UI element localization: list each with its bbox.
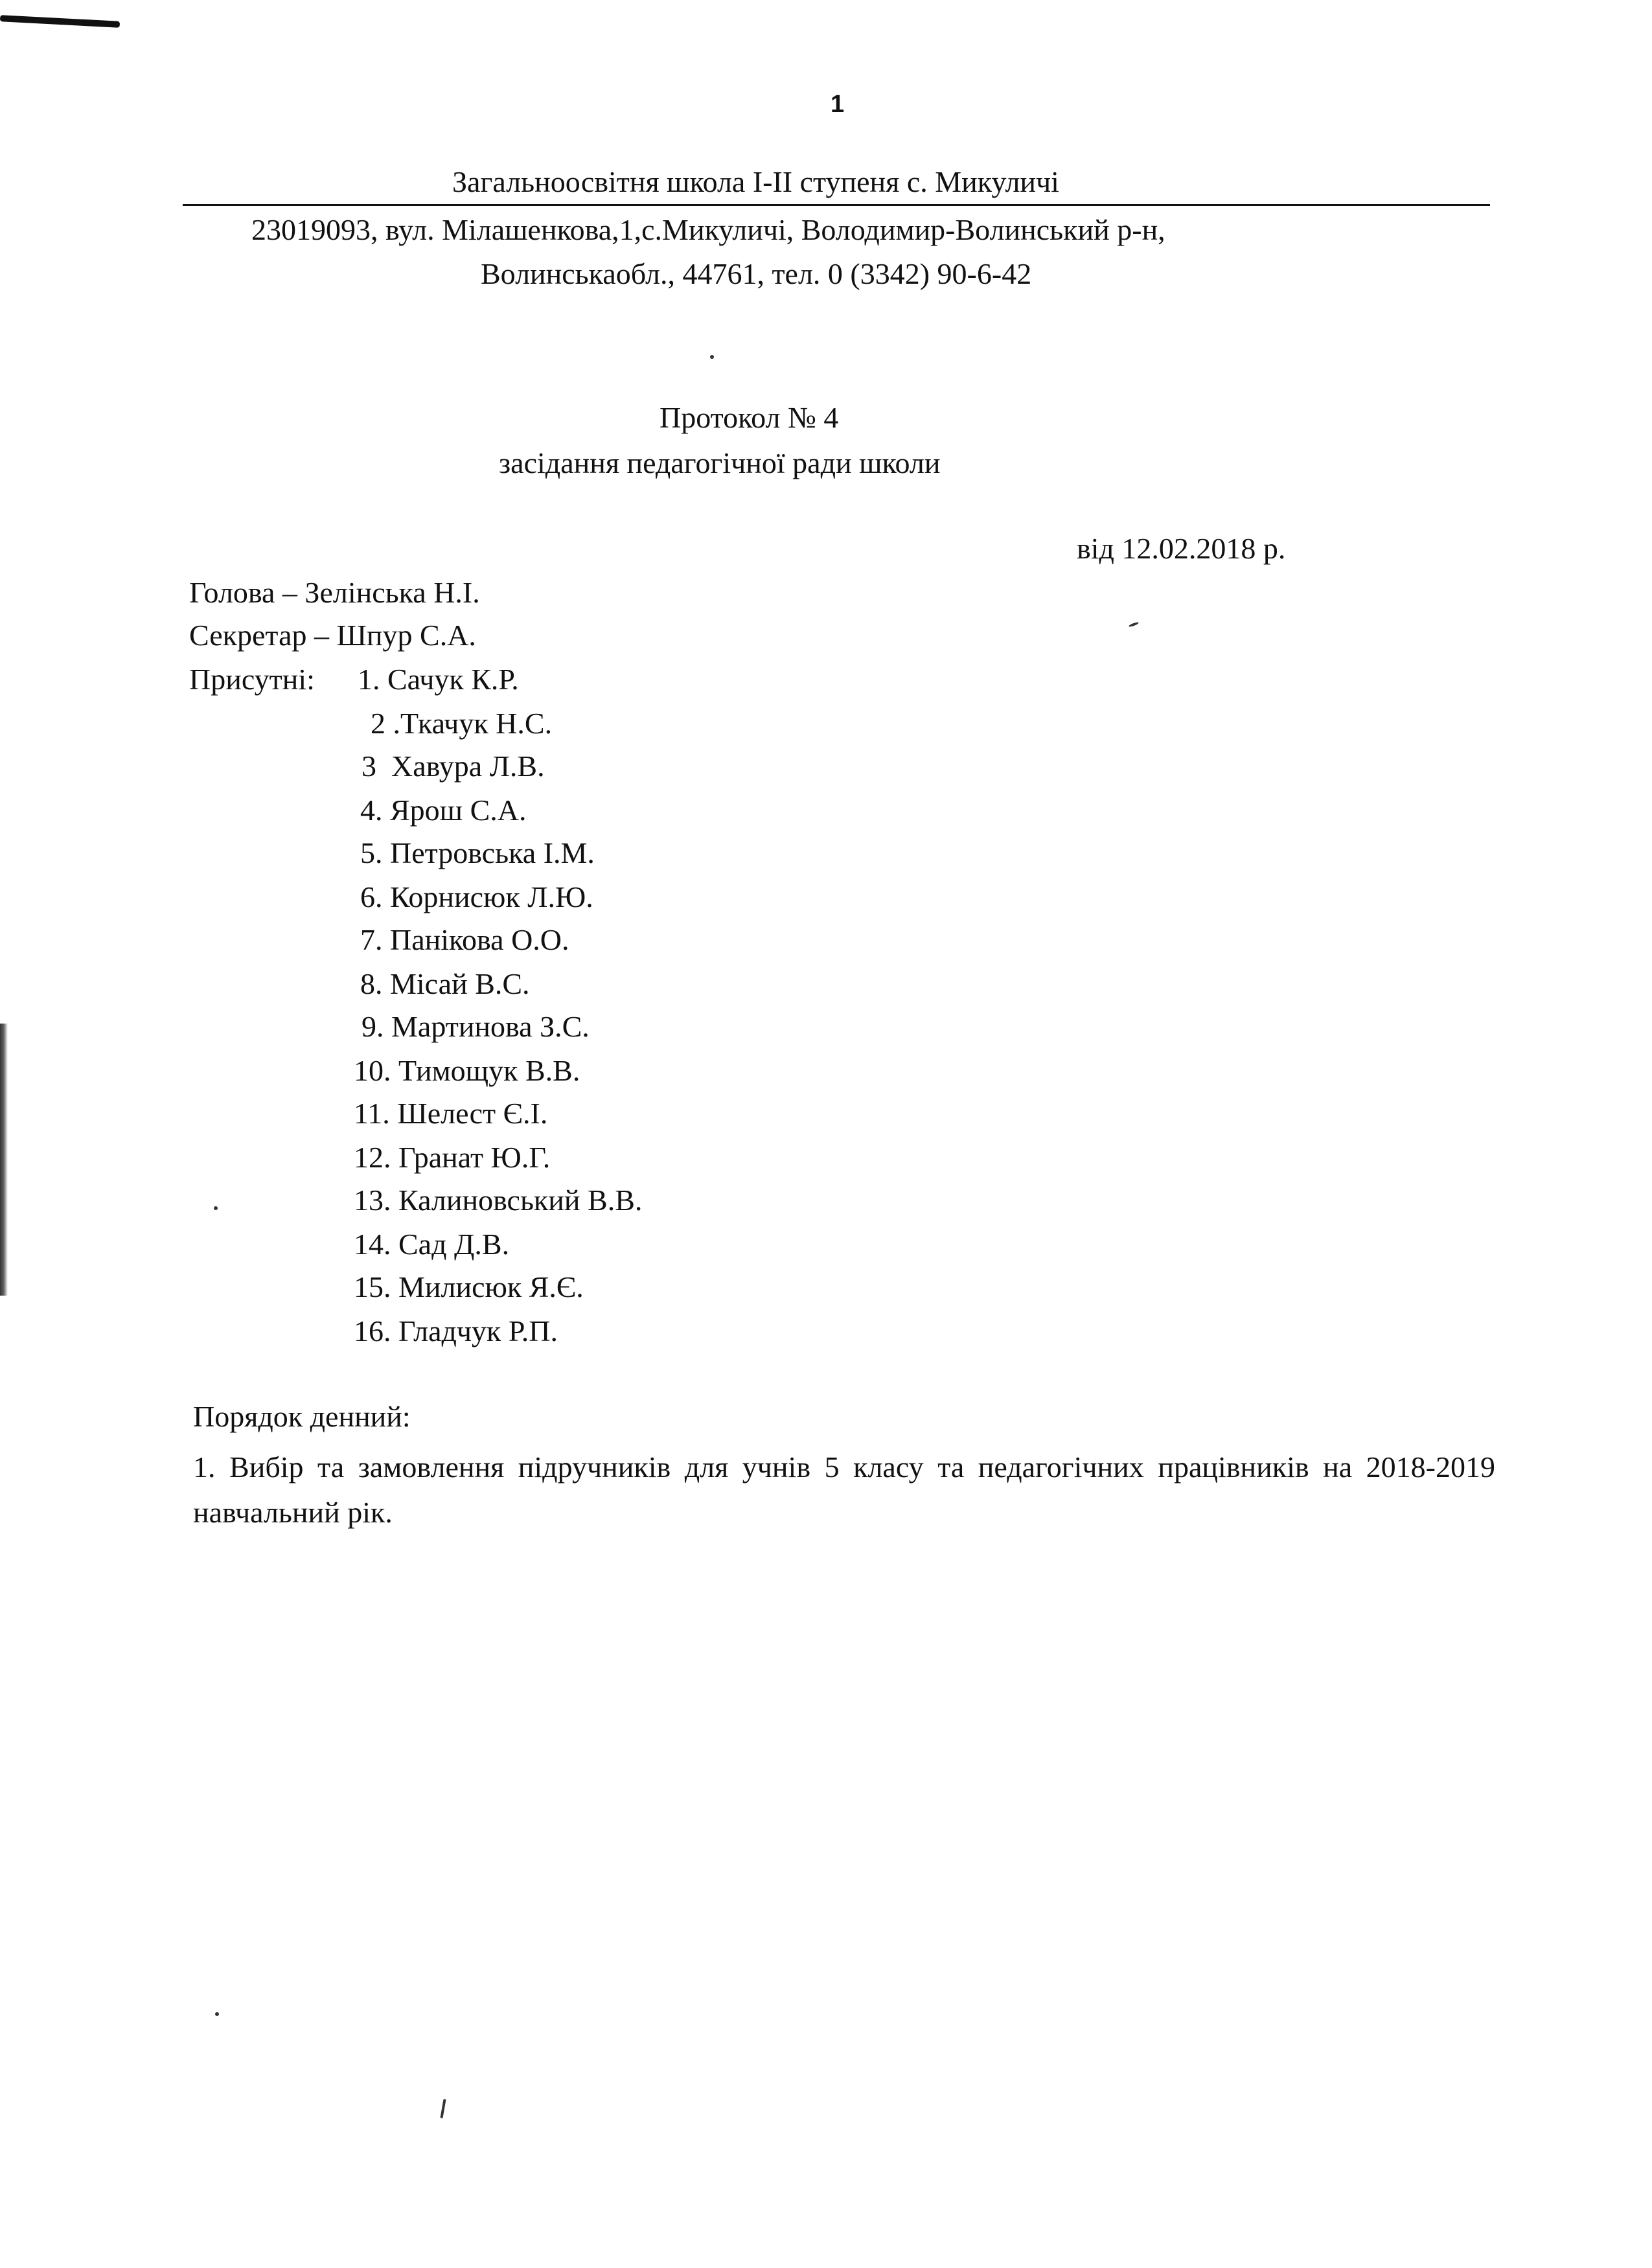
attendee-item: 8. Місай В.С. [360,967,530,1000]
address-line-1: 23019093, вул. Мілашенкова,1,с.Микуличі, Володимир-Волинський р-н, [251,213,1165,246]
page-number: 1 [831,91,845,118]
protocol-subtitle: засідання педагогічної ради школи [499,446,941,479]
attendee-item: 6. Корнисюк Л.Ю. [360,880,593,913]
attendee-item: 15. Милисюк Я.Є. [354,1270,584,1303]
scan-edge [0,1024,8,1296]
school-name: Загальноосвітня школа І-ІІ ступеня с. Микуличі [452,165,1059,198]
attendee-item: 13. Калиновський В.В. [354,1184,643,1217]
chair-line: Голова – Зелінська Н.І. [189,576,480,609]
agenda-item: 1. Вибір та замовлення підручників для учнів 5 класу та педагогічних працівників на 2018-2019 навчальний рік. [193,1450,1495,1529]
scan-speck [440,2099,446,2118]
attendee-item: 3 Хавура Л.В. [361,750,545,783]
agenda-title: Порядок денний: [193,1400,411,1433]
present-label: Присутні: [189,663,315,696]
attendee-item: 7. Панікова О.О. [360,923,569,956]
address-line-2: Волинськаобл., 44761, тел. 0 (3342) 90-6-42 [481,257,1032,290]
attendee-item: 12. Гранат Ю.Г. [354,1141,551,1174]
attendee-item: 1. Сачук К.Р. [358,663,519,696]
scan-speck [1129,621,1139,627]
scan-mark [0,15,120,28]
attendee-item: 11. Шелест Є.І. [354,1097,548,1130]
secretary-line: Секретар – Шпур С.А. [189,619,476,652]
scan-speck [215,2012,219,2016]
protocol-date: від 12.02.2018 р. [1077,532,1286,565]
header-divider [183,204,1490,206]
attendee-item: 16. Гладчук Р.П. [354,1314,558,1347]
attendee-item: 4. Ярош С.А. [360,794,527,827]
protocol-title: Протокол № 4 [660,401,839,434]
attendee-item: 9. Мартинова З.С. [361,1010,590,1043]
scan-speck [710,355,714,359]
attendee-item: 10. Тимощук В.В. [354,1054,580,1087]
scan-speck [214,1206,218,1210]
attendee-item: 14. Сад Д.В. [354,1228,510,1261]
attendee-item: 5. Петровська І.М. [360,836,595,869]
attendee-item: 2 .Ткачук Н.С. [371,707,553,740]
